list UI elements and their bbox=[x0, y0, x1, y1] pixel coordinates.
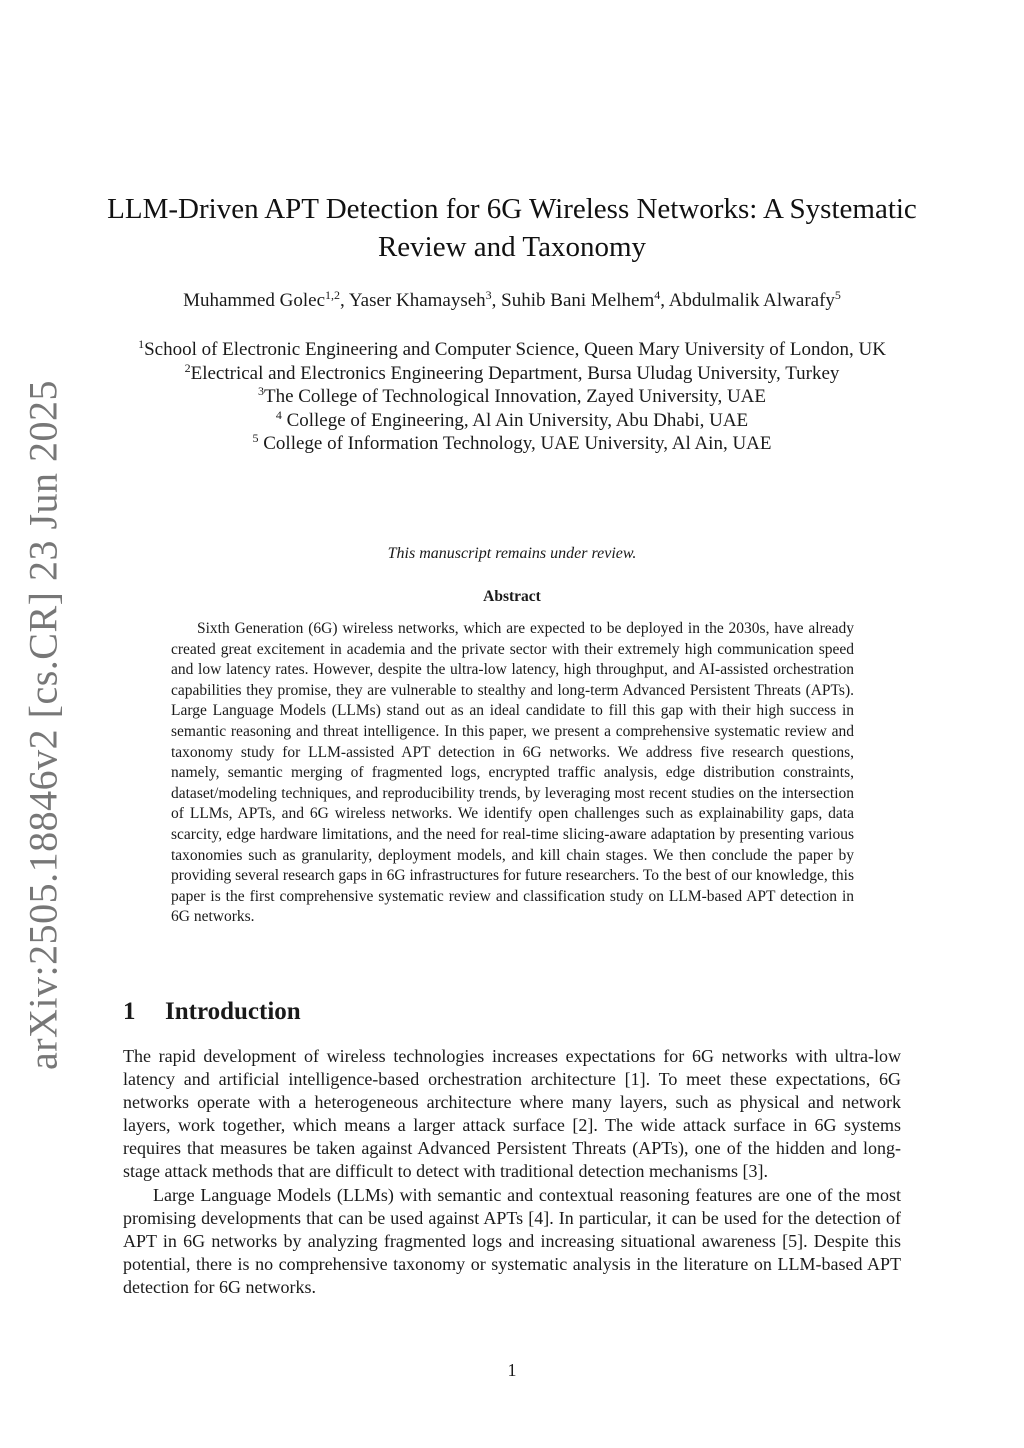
author-list bbox=[100, 289, 924, 313]
author: Muhammed Golec$^{1,2}$, bbox=[183, 288, 349, 311]
section-number: 1 bbox=[123, 998, 136, 1025]
author: Abdulmalik Alwarafy$^5$ bbox=[668, 288, 841, 311]
affiliation: $^4$ College of Engineering, Al Ain University, Abu Dhabi, UAE bbox=[275, 407, 749, 431]
body-paragraph: The rapid development of wireless technologies increases expectations for 6G networks with ultra-low latency and artificial intelligence-based orchestration architecture [1]. To meet these expectations, 6G networks operate with a heterogeneous architecture where many layers, such as physical and network layers, work together, which means a larger attack surface [2]. The wide attack surface in 6G systems requires that measures be taken against Advanced Persistent Threats (APTs), one of the hidden and long-stage attack methods that are difficult to detect with traditional detection mechanisms [3]. bbox=[123, 1046, 901, 1182]
page-number: 1 bbox=[507, 1360, 517, 1380]
affiliation: $^2$Electrical and Electronics Engineering Department, Bursa Uludag University, Turkey bbox=[184, 360, 840, 384]
section-heading bbox=[123, 998, 301, 1026]
section-title: Introduction bbox=[165, 998, 301, 1025]
affiliation: $^5$ College of Information Technology, UAE University, Al Ain, UAE bbox=[252, 431, 772, 454]
affiliation: $^3$The College of Technological Innovation, Zayed University, UAE bbox=[257, 384, 767, 407]
abstract-text: Sixth Generation (6G) wireless networks, which are expected to be deployed in the 2030s, have already created great excitement in academia and the private sector with their extremely high communication speed and low latency rates. However, despite the ultra-low latency, high throughput, and AI-assisted orchestration capabilities they promise, they are vulnerable to stealthy and long-term Advanced Persistent Threats (APTs). Large Language Models (LLMs) stand out as an ideal candidate to fill this gap with their high success in semantic reasoning and threat intelligence. In this paper, we present a comprehensive systematic review and taxonomy study for LLM-assisted APT detection in 6G networks. We address five research questions, namely, semantic merging of fragmented logs, encrypted traffic analysis, edge distribution constraints, dataset/modeling techniques, and reproducibility trends, by leveraging most recent studies on the intersection of LLMs, APTs, and 6G wireless networks. We identify open challenges such as explainability gaps, data scarcity, edge hardware limitations, and the need for real-time slicing-aware adaptation by presenting various taxonomies such as granularity, deployment models, and kill chain stages. We then conclude the paper by providing several research gaps in 6G infrastructures for future researchers. To the best of our knowledge, this paper is the first comprehensive systematic review and classification study on LLM-based APT detection in 6G networks. bbox=[171, 620, 854, 926]
body-paragraph: Large Language Models (LLMs) with semantic and contextual reasoning features are one of the most promising developments that can be used against APTs [4]. In particular, it can be used for the detection of APT in 6G networks by analyzing fragmented logs and increasing situational awareness [5]. Despite this potential, there is no comprehensive taxonomy or systematic analysis in the literature on LLM-based APT detection for 6G networks. bbox=[123, 1184, 901, 1297]
affiliation: $^1$School of Electronic Engineering and Computer Science, Queen Mary University of London, UK bbox=[138, 337, 886, 360]
abstract-heading: Abstract bbox=[483, 588, 541, 605]
paper-title: LLM-Driven APT Detection for 6G Wireless Networks: A Systematic Review and Taxonomy bbox=[107, 193, 917, 263]
review-status-note: This manuscript remains under review. bbox=[387, 545, 637, 562]
section-body bbox=[123, 1045, 901, 1299]
author: Suhib Bani Melhem$^4$, bbox=[501, 288, 669, 311]
arxiv-identifier-stamp: arXiv:2505.18846v2 [cs.CR] 23 Jun 2025 bbox=[20, 379, 66, 1071]
affiliation-list bbox=[80, 338, 944, 456]
author: Yaser Khamayseh$^3$, bbox=[348, 288, 502, 311]
